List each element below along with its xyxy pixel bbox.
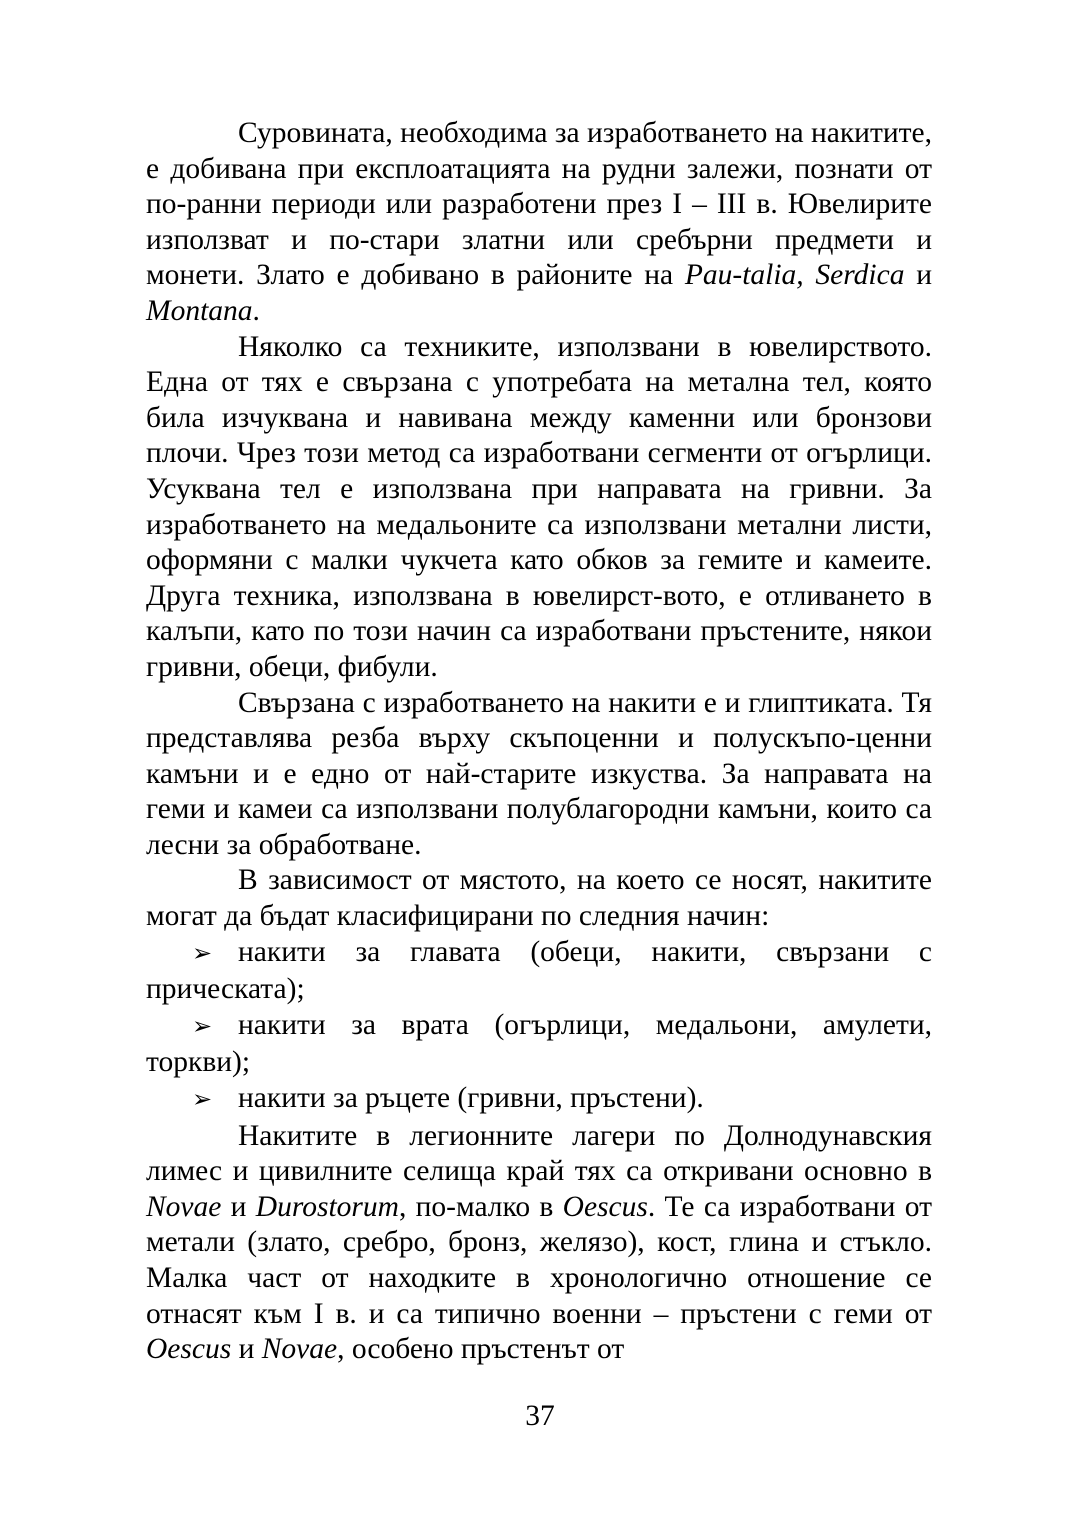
place-name-pautalia-serdica: Pau-talia, Serdica <box>684 259 905 292</box>
arrow-bullet-icon: ➢ <box>192 940 213 967</box>
list-item: ➢ накити за врата (огърлици, медальони, амулети, торкви); <box>146 1008 932 1079</box>
place-name-novae: Novae <box>261 1333 338 1366</box>
place-name-durostorum: Durostorum <box>255 1190 399 1223</box>
paragraph-classification: В зависимост от мястото, на което се носят, накитите могат да бъдат класифицирани по следния начин: <box>146 864 932 933</box>
place-name-montana: Montana <box>146 294 253 327</box>
arrow-bullet-icon: ➢ <box>192 1087 213 1114</box>
paragraph-finds: Накитите в легионните лагери по Долнодунавския лимес и цивилните селища край тях са откривани основно в Novae и Durostorum, по-малко в Oescus. Те са изработвани от метали (злато, сребро, бронз, желязо), кост, глина и стъкло. Малка част от находките в хронологично отношение се отнасят към I в. и са типично военни – пръстени с геми от Oescus и Novae, особено пръстенът от <box>146 1119 933 1366</box>
paragraph-techniques: Няколко са техниките, използвани в ювелирството. Една от тях е свързана с употребата на метална тел, която била изчуквана и навивана между каменни или бронзови плочи. Чрез този метод са изработвани сегменти от огърлици. Усуквана тел е използвана при направата на гривни. За изработването на медальоните са използвани метални листи, оформяни с малки чукчета като обков за гемите и камеите. Друга техника, използвана в ювелирст-вото, е отливането в калъпи, като по този начин са изработвани пръстените, някои гривни, обеци, фибули. <box>146 330 932 683</box>
place-name-oescus: Oescus <box>562 1190 648 1223</box>
page-number: 37 <box>525 1400 555 1432</box>
paragraph-raw-materials: Суровината, необходима за изработването на накитите, е добивана при експлоатацията на рудни залежи, познати от по-ранни периоди или разработени през I – III в. Ювелирите използват и по-стари златни или сребърни предмети и монети. Злато е добивано в районите на Pau-talia, Serdica и Montana. <box>146 117 932 327</box>
place-name-novae: Novae <box>146 1190 222 1223</box>
list-item: ➢ накити за ръцете (гривни, пръстени). <box>146 1081 932 1119</box>
arrow-bullet-icon: ➢ <box>192 1013 213 1040</box>
paragraph-glyptics: Свързана с изработването на накити е и глиптиката. Тя представлява резба върху скъпоценни и полускъпо-ценни камъни и е едно от най-старите изкуства. За направата на геми и камеи са използвани полублагородни камъни, които са лесни за обработване. <box>146 686 932 861</box>
body-text <box>146 116 932 1368</box>
list-item: ➢ накити за главата (обеци, накити, свързани с прическата); <box>146 935 932 1006</box>
place-name-oescus: Oescus <box>146 1333 232 1366</box>
